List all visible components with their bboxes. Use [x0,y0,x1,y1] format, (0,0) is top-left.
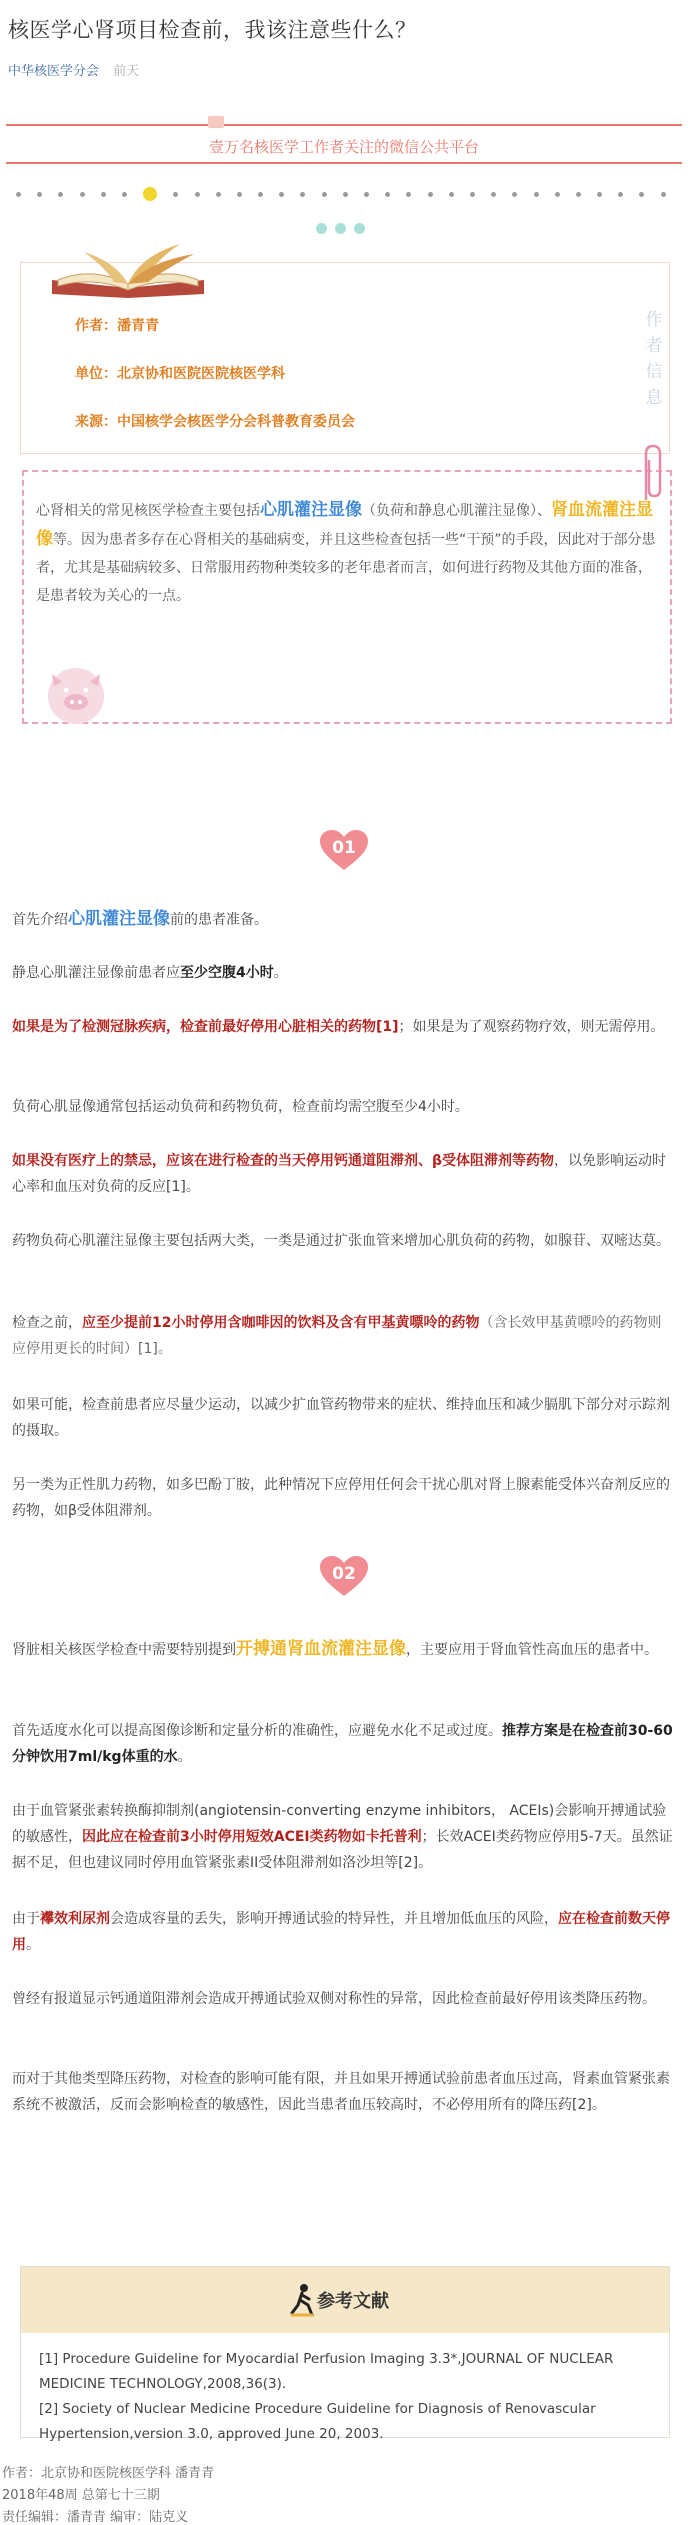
section2-diuretic: 由于襻效利尿剂会造成容量的丢失，影响开搏通试验的特异性，并且增加低血压的风险，应在检查前数天停用。 [12,1911,670,1953]
highlight-myocardial: 心肌灌注显像 [260,500,362,520]
references-header [21,2267,669,2333]
author-info-label: 作者信息 [645,310,663,408]
reference-item: [2] Society of Nuclear Medicine Procedure Guideline for Diagnosis of Renovascular Hypertension,version 3.0, approved June 20, 2003. [39,2401,596,2442]
references-box [20,2266,670,2442]
section2-hydration: 首先适度水化可以提高图像诊断和定量分析的准确性，应避免水化不足或过度。推荐方案是在检查前30-60分钟饮用7ml/kg体重的水。 [12,1723,673,1765]
footer-editors: 责任编辑：潘青青 编审：陆克义 [2,2510,189,2525]
banner-bottom-line [6,162,682,164]
section1-dobutamine: 另一类为正性肌力药物，如多巴酚丁胺，此种情况下应停用任何会干扰心肌对肾上腺素能受体兴奋剂反应的药物，如β受体阻滞剂。 [12,1477,670,1519]
section1-fasting: 静息心肌灌注显像前患者应至少空腹4小时。 [12,965,288,981]
unit-line: 单位：北京协和医院医院核医学科 [75,366,285,382]
open-book-icon [44,236,212,300]
section1-caffeine: 检查之前，应至少提前12小时停用含咖啡因的饮料及含有甲基黄嘌呤的药物（含长效甲基黄嘌呤的药物则应停用更长的时间）[1]。 [12,1315,662,1357]
reference-figure-icon [289,2283,315,2317]
section1-lead: 首先介绍心肌灌注显像前的患者准备。 [12,909,268,929]
reference-item: [1] Procedure Guideline for Myocardial Perfusion Imaging 3.3*,JOURNAL OF NUCLEAR MEDICINE TECHNOLOGY,2008,36(3). [39,2351,614,2392]
section2-ccb: 曾经有报道显示钙通道阻滞剂会造成开搏通试验双侧对称性的异常，因此检查前最好停用该类降压药物。 [12,1991,656,2007]
article-title: 核医学心肾项目检查前，我该注意些什么？ [8,18,417,42]
publish-time: 前天 [113,64,140,79]
section1-pharm: 药物负荷心肌灌注显像主要包括两大类，一类是通过扩张血管来增加心肌负荷的药物，如腺苷、双嘧达莫。 [12,1233,670,1249]
section1-ccb: 如果没有医疗上的禁忌，应该在进行检查的当天停用钙通道阻滞剂、β受体阻滞剂等药物，以免影响运动时心率和血压对负荷的反应[1]。 [12,1153,667,1195]
source-line: 来源：中国核学会核医学分会科普教育委员会 [75,414,355,430]
section2-lead: 肾脏相关核医学检查中需要特别提到开搏通肾血流灌注显像，主要应用于肾血管性高血压的患者中。 [12,1639,658,1659]
footer-author: 作者：北京协和医院核医学科 潘青青 [2,2466,215,2481]
teal-dots [316,223,365,234]
section-01-badge: 01 [318,828,370,872]
banner-badge [208,116,224,128]
references-title: 参考文献 [317,2291,389,2312]
section-02-badge: 02 [318,1554,370,1598]
footer-issue: 2018年48周 总第七十三期 [2,2488,160,2503]
account-link[interactable]: 中华核医学分会 [8,64,100,79]
decorative-dots [16,184,666,204]
banner-text: 壹万名核医学工作者关注的微信公共平台 [208,138,479,156]
intro-text: 心肾相关的常见核医学检查主要包括心肌灌注显像（负荷和静息心肌灌注显像）、肾血流灌注显像等。因为患者多存在心肾相关的基础病变，并且这些检查包括一些“干预”的手段，因此对于部分患者，尤其是基础病较多、日常服用药物种类较多的老年患者而言，如何进行药物及其他方面的准备，是患者较为关心的一点。 [36,500,656,604]
section1-exercise: 如果可能，检查前患者应尽量少运动，以减少扩血管药物带来的症状、维持血压和减少膈肌下部分对示踪剂的摄取。 [12,1397,670,1439]
section1-drug-stop: 如果是为了检测冠脉疾病，检查前最好停用心脏相关的药物[1]；如果是为了观察药物疗效，则无需停用。 [12,1019,665,1035]
section2-other: 而对于其他类型降压药物，对检查的影响可能有限，并且如果开搏通试验前患者血压过高，肾素血管紧张素系统不被激活，反而会影响检查的敏感性，因此当患者血压较高时，不必停用所有的降压药[2]。 [12,2071,670,2113]
article-meta [8,60,139,79]
references-list [39,2347,659,2447]
section1-load: 负荷心肌显像通常包括运动负荷和药物负荷，检查前均需空腹至少4小时。 [12,1099,469,1115]
banner-top-line [6,124,682,126]
highlight-renal: 肾血流灌注显像 [36,500,653,549]
author-line: 作者：潘青青 [75,318,159,334]
section2-acei: 由于血管紧张素转换酶抑制剂(angiotensin-converting enzyme inhibitors， ACEIs)会影响开搏通试验的敏感性，因此应在检查前3小时停用短效ACEI类药物如卡托普利；长效ACEI类药物应停用5-7天。虽然证据不足，但也建议同时停用血管紧张素II受体阻滞剂如洛沙坦等[2]。 [12,1803,673,1871]
paperclip-icon [636,444,666,504]
pig-stamp-icon [40,660,112,728]
